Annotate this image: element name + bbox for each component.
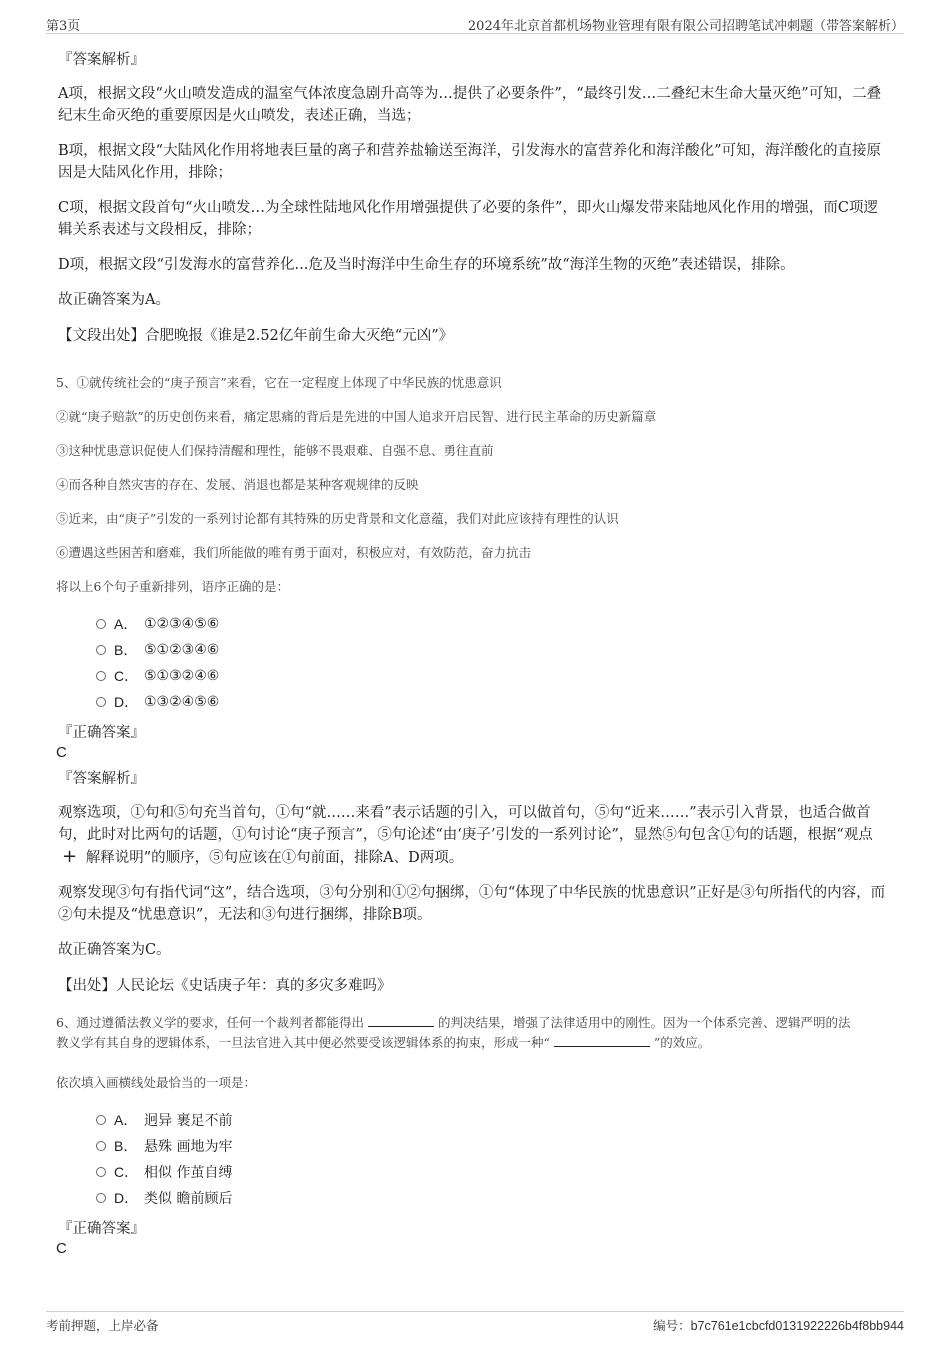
q5-option-b[interactable] — [96, 637, 886, 663]
q5-sentence-4: ④而各种自然灾害的存在、发展、消退也都是某种客观规律的反映 — [56, 477, 419, 492]
q6-text-2a: 教义学有其自身的逻辑体系，一旦法官进入其中便必然要受该逻辑体系的拘束，形成一种“ — [56, 1035, 550, 1050]
plus-sign: + — [62, 846, 78, 867]
option-text: ⑤①③②④⑥ — [144, 668, 220, 684]
radio-button-icon[interactable] — [96, 671, 106, 681]
q4-conclusion: 故正确答案为A。 — [58, 292, 170, 308]
option-text: 悬殊 画地为牢 — [144, 1139, 233, 1155]
option-text: ①③②④⑤⑥ — [144, 694, 220, 710]
q5-options — [96, 611, 886, 715]
option-letter: A． — [114, 616, 138, 632]
q4-analysis-option-b: B项，根据文段“大陆风化作用将地表巨量的离子和营养盐输送至海洋，引发海水的富营养化和海洋酸化”可知，海洋酸化的直接原因是大陆风化作用，排除； — [58, 143, 881, 181]
option-text: ①②③④⑤⑥ — [144, 616, 220, 632]
q5-sentence-6: ⑥遭遇这些困苦和磨难，我们所能做的唯有勇于面对，积极应对，有效防范，奋力抗击 — [56, 545, 532, 560]
q6-option-a[interactable] — [96, 1107, 886, 1133]
document-id-label: 编号： — [653, 1318, 691, 1333]
q4-analysis-option-a: A项，根据文段“火山喷发造成的温室气体浓度急剧升高等为…提供了必要条件”，“最终引发…二叠纪末生命大量灭绝”可知，二叠纪末生命灭绝的重要原因是火山喷发，表述正确，当选； — [58, 86, 882, 124]
q5-option-a[interactable] — [96, 611, 886, 637]
option-letter: B． — [114, 642, 138, 658]
option-text: 迥异 裹足不前 — [144, 1113, 233, 1129]
q6-answer-heading: 『正确答案』 — [58, 1221, 145, 1237]
q5-analysis-text-1a: 观察选项，①句和⑤句充当首句，①句“就……来看”表示话题的引入，可以做首句，⑤句“近来……”表示引入背景，也适合做首句，此时对比两句的话题，①句讨论“庚子预言”，⑤句论述“由‘庚子’引发的一系列讨论”，显然⑤句包含①句的话题，根据“观点 — [58, 805, 873, 843]
q5-analysis-text-1b: 解释说明”的顺序，⑤句应该在①句前面，排除A、D两项。 — [85, 850, 464, 866]
radio-button-icon[interactable] — [96, 1193, 106, 1203]
q5-analysis-paragraph-1 — [58, 802, 886, 869]
radio-button-icon[interactable] — [96, 1167, 106, 1177]
q6-option-c[interactable] — [96, 1159, 886, 1185]
document-id — [653, 1316, 904, 1334]
document-title: 2024年北京首都机场物业管理有限有限公司招聘笔试冲刺题（带答案解析） — [467, 19, 904, 34]
page-number: 第3页 — [46, 19, 81, 34]
q6-text-1b: 的判决结果，增强了法律适用中的刚性。因为一个体系完善、逻辑严明的法 — [437, 1015, 851, 1030]
q6-question — [56, 1013, 886, 1053]
q5-source: 【出处】人民论坛《史话庚子年：真的多灾多难吗》 — [58, 978, 392, 994]
option-text: ⑤①②③④⑥ — [144, 642, 220, 658]
q5-option-d[interactable] — [96, 689, 886, 715]
document-id-value: b7c761e1cbcfd0131922226b4f8bb944 — [690, 1319, 904, 1333]
option-letter: A． — [114, 1112, 138, 1128]
option-letter: C． — [114, 1164, 139, 1180]
radio-button-icon[interactable] — [96, 1115, 106, 1125]
q4-analysis-option-c: C项，根据文段首句“火山喷发…为全球性陆地风化作用增强提供了必要的条件”，即火山爆发带来陆地风化作用的增强，而C项逻辑关系表述与文段相反，排除； — [58, 200, 879, 238]
main-content — [56, 48, 886, 1263]
radio-button-icon[interactable] — [96, 1141, 106, 1151]
q5-analysis-paragraph-2: 观察发现③句有指代词“这”，结合选项，③句分别和①②句捆绑，①句“体现了中华民族的忧患意识”正好是③句所指代的内容，而②句未提及“忧患意识”，无法和③句进行捆绑，排除B项。 — [58, 885, 886, 923]
footer-slogan: 考前押题，上岸必备 — [46, 1318, 159, 1333]
q6-answer: C — [56, 1240, 67, 1257]
option-text: 类似 瞻前顾后 — [144, 1191, 233, 1207]
option-letter: C． — [114, 668, 139, 684]
q5-answer-heading: 『正确答案』 — [58, 725, 145, 741]
page-footer — [46, 1311, 904, 1333]
q4-analysis-option-d: D项，根据文段“引发海水的富营养化...危及当时海洋中生命生存的环境系统”故“海洋生物的灭绝”表述错误，排除。 — [58, 257, 795, 273]
page-header — [46, 13, 904, 34]
radio-button-icon[interactable] — [96, 619, 106, 629]
option-letter: D． — [114, 694, 139, 710]
q6-options — [96, 1107, 886, 1211]
q5-sentence-2: ②就“庚子赔款”的历史创伤来看，痛定思痛的背后是先进的中国人追求开启民智、进行民主革命的历史新篇章 — [56, 409, 657, 424]
q5-option-c[interactable] — [96, 663, 886, 689]
q5-sentence-3: ③这种忧患意识促使人们保持清醒和理性，能够不畏艰难、自强不息、勇往直前 — [56, 443, 494, 458]
option-text: 相似 作茧自缚 — [144, 1165, 233, 1181]
radio-button-icon[interactable] — [96, 697, 106, 707]
q6-option-d[interactable] — [96, 1185, 886, 1211]
q5-sentence-5: ⑤近来，由“庚子”引发的一系列讨论都有其特殊的历史背景和文化意蕴，我们对此应该持有理性的认识 — [56, 511, 619, 526]
q5-answer: C — [56, 744, 67, 761]
q4-source: 【文段出处】合肥晚报《谁是2.52亿年前生命大灭绝“元凶”》 — [58, 328, 454, 344]
q6-text-2b: ”的效应。 — [653, 1035, 711, 1050]
q5-sentence-1: 5、①就传统社会的“庚子预言”来看，它在一定程度上体现了中华民族的忧患意识 — [56, 375, 502, 390]
q6-blank-1 — [368, 1014, 434, 1027]
option-letter: D． — [114, 1190, 139, 1206]
q6-prompt: 依次填入画横线处最恰当的一项是： — [56, 1075, 257, 1090]
q4-analysis-heading: 『答案解析』 — [58, 52, 145, 68]
q5-analysis-heading: 『答案解析』 — [58, 771, 145, 787]
q6-option-b[interactable] — [96, 1133, 886, 1159]
q5-prompt: 将以上6个句子重新排列，语序正确的是： — [56, 579, 289, 594]
q6-blank-2 — [554, 1034, 650, 1047]
radio-button-icon[interactable] — [96, 645, 106, 655]
q5-conclusion: 故正确答案为C。 — [58, 942, 171, 958]
q6-text-1a: 6、通过遵循法教义学的要求，任何一个裁判者都能得出 — [56, 1015, 364, 1030]
option-letter: B． — [114, 1138, 138, 1154]
